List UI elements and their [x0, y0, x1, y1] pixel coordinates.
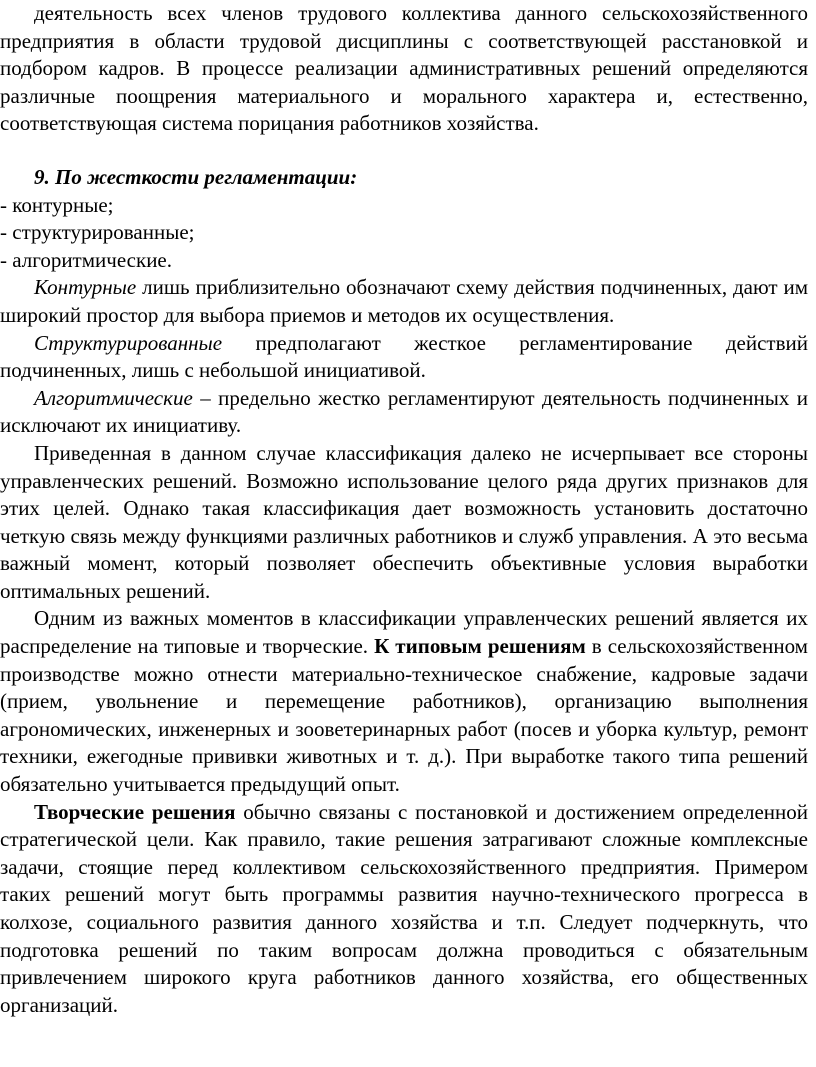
- typical-decisions-term: К типовым решениям: [374, 634, 586, 659]
- algorithmic-term: Алгоритмические: [34, 385, 193, 410]
- algorithmic-text: – предельно жестко регламентируют деятельность подчиненных и исключают их инициативу.: [0, 385, 808, 438]
- section-heading: 9. По жесткости регламентации:: [34, 164, 358, 189]
- typical-lead-text: Одним из важных моментов в классификации управленческих решений является их распределение на типовые и творческие.: [0, 606, 808, 659]
- algorithmic-paragraph: [0, 385, 808, 440]
- contour-term: Контурные: [34, 275, 137, 300]
- contour-paragraph: [0, 274, 808, 329]
- typical-decisions-paragraph: [0, 605, 808, 798]
- list-item-contour: - контурные;: [0, 192, 114, 217]
- structured-text: предполагают жесткое регламентирование действий подчиненных, лишь с небольшой инициативой.: [0, 330, 808, 383]
- structured-paragraph: [0, 330, 808, 385]
- paragraph-gap: [0, 138, 808, 164]
- contour-text: лишь приблизительно обозначают схему действия подчиненных, дают им широкий простор для выбора приемов и методов их осуществления.: [0, 275, 808, 327]
- intro-paragraph: деятельность всех членов трудового коллектива данного сельскохозяйственного предприятия в области трудовой дисциплины с соответствующей расстановкой и подбором кадров. В процессе реализации административных решений определяются различные поощрения материального и морального характера и, естественно, соответствующая система порицания работников хозяйства.: [0, 1, 808, 136]
- creative-body-text: обычно связаны с постановкой и достижением определенной стратегической цели. Как правило, такие решения затрагивают сложные комплексные задачи, стоящие перед коллективом сельскохозяйственного предприятия. Примером таких решений могут быть программы развития научно-технического прогресса в колхозе, социального развития данного хозяйства и т.п. Следует подчеркнуть, что подготовка решений по таким вопросам должна проводиться с обязательным привлечением широкого круга работников данного хозяйства, его общественных организаций.: [0, 799, 808, 1017]
- creative-decisions-paragraph: [0, 799, 808, 1020]
- list-item-structured: - структурированные;: [0, 220, 195, 245]
- creative-decisions-term: Творческие решения: [34, 799, 236, 824]
- typical-body-text: в сельскохозяйственном производстве можно отнести материально-техническое снабжение, кадровые задачи (прием, увольнение и перемещение работников), организацию выполнения агрономических, инженерных и зооветеринарных работ (посев и уборка культур, ремонт техники, ежегодные прививки животных и т. д.). При выработке такого типа решений обязательно учитывается предыдущий опыт.: [0, 634, 808, 797]
- list-item-algorithmic: - алгоритмические.: [0, 247, 172, 272]
- classification-paragraph: Приведенная в данном случае классификация далеко не исчерпывает все стороны управленческих решений. Возможно использование целого ряда других признаков для этих целей. Однако такая классификация дает возможность установить достаточно четкую связь между функциями различных работников и служб управления. А это весьма важный момент, который позволяет обеспечить объективные условия выработки оптимальных решений.: [0, 440, 808, 603]
- structured-term: Структурированные: [34, 330, 223, 355]
